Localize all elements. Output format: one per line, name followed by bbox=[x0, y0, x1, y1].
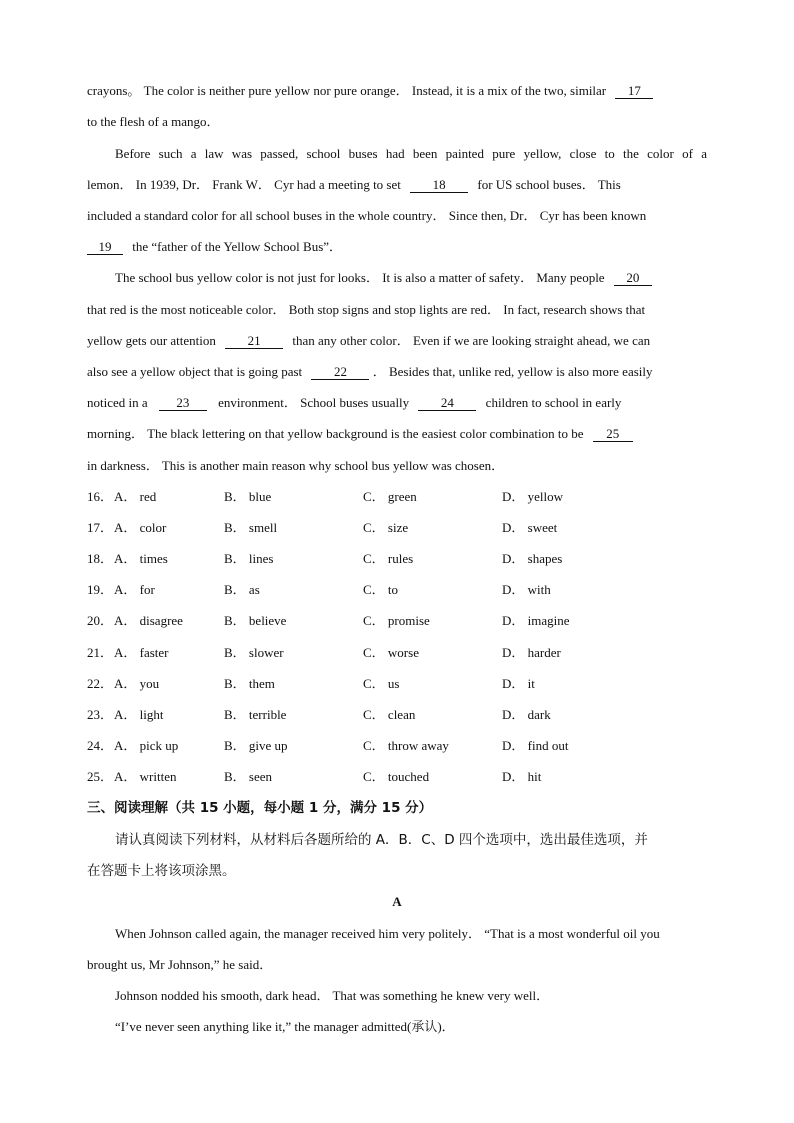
question-number: 17． bbox=[87, 520, 114, 536]
question-number: 23． bbox=[87, 706, 114, 722]
passage-line-3: Before such a law was passed, school buses had been painted pure yellow, close to the color of a bbox=[115, 146, 707, 161]
option-d: D． yellow bbox=[502, 489, 564, 504]
question-number: 21． bbox=[87, 644, 114, 660]
option-a: A． disagree bbox=[114, 613, 183, 629]
option-b: B． them bbox=[224, 675, 275, 691]
question-number: 18． bbox=[87, 551, 114, 567]
option-c: C． clean bbox=[363, 706, 416, 722]
option-b: B． lines bbox=[224, 551, 274, 567]
option-a: A． times bbox=[114, 551, 168, 567]
question-number: 25． bbox=[87, 768, 114, 784]
option-a: A． red bbox=[114, 489, 157, 504]
option-a: A． written bbox=[114, 768, 177, 784]
passage-line-11 bbox=[87, 394, 707, 412]
option-b: B． believe bbox=[224, 613, 287, 629]
blank-18: 18 bbox=[410, 177, 468, 193]
passage-text: The school bus yellow color is not just for looks． It is also a matter of safety． Many people bbox=[115, 270, 605, 285]
option-d: D． harder bbox=[502, 644, 561, 660]
section-title: 三、阅读理解（共 15 小题，每小题 1 分，满分 15 分） bbox=[87, 800, 433, 816]
passage-line-6 bbox=[87, 238, 707, 256]
reading-line-4: “I’ve never seen anything like it,” the manager admitted(承认)． bbox=[115, 1019, 455, 1034]
option-d: D． find out bbox=[502, 737, 569, 753]
option-a: A． light bbox=[114, 706, 164, 722]
passage-text: for US school buses． This bbox=[477, 177, 621, 192]
option-b: B． as bbox=[224, 582, 260, 598]
option-c: C． to bbox=[363, 582, 399, 598]
passage-text: also see a yellow object that is going past bbox=[87, 364, 303, 379]
option-d: D． sweet bbox=[502, 520, 558, 536]
blank-23: 23 bbox=[159, 395, 207, 411]
passage-text: crayons。 The color is neither pure yellow nor pure orange． Instead, it is a mix of the two, similar bbox=[87, 83, 607, 98]
reading-line-1: When Johnson called again, the manager received him very politely． “That is a most wonderful oil you bbox=[115, 926, 660, 941]
option-b: B． give up bbox=[224, 737, 288, 753]
question-number: 16． bbox=[87, 489, 114, 504]
option-d: D． with bbox=[502, 582, 551, 598]
instruction-line-1: 请认真阅读下列材料，从材料后各题所给的 A．B．C、D 四个选项中，选出最佳选项，并 bbox=[115, 832, 648, 848]
passage-line-8: that red is the most noticeable color． Both stop signs and stop lights are red． In fact, research shows that bbox=[87, 302, 646, 317]
instruction-line-2: 在答题卡上将该项涂黑。 bbox=[87, 863, 236, 879]
question-number: 24． bbox=[87, 737, 114, 753]
reading-line-2: brought us, Mr Johnson,” he said． bbox=[87, 957, 273, 972]
passage-text: children to school in early bbox=[485, 395, 622, 410]
option-b: B． smell bbox=[224, 520, 278, 536]
option-b: B． seen bbox=[224, 768, 273, 784]
blank-17: 17 bbox=[615, 83, 653, 99]
question-number: 19． bbox=[87, 582, 114, 598]
option-a: A． pick up bbox=[114, 737, 179, 753]
option-d: D． it bbox=[502, 675, 535, 691]
passage-line-5: included a standard color for all school buses in the whole country． Since then, Dr． Cyr has been known bbox=[87, 208, 647, 223]
passage-line-4 bbox=[87, 176, 707, 194]
blank-24: 24 bbox=[418, 395, 476, 411]
option-c: C． worse bbox=[363, 644, 419, 660]
option-c: C． size bbox=[363, 520, 409, 536]
option-c: C． touched bbox=[363, 768, 430, 784]
blank-25: 25 bbox=[593, 426, 633, 442]
passage-text: the “father of the Yellow School Bus”． bbox=[132, 239, 343, 254]
passage-text: ． Besides that, unlike red, yellow is also more easily bbox=[372, 364, 653, 379]
passage-text: than any other color． Even if we are looking straight ahead, we can bbox=[292, 333, 651, 348]
passage-line-12 bbox=[87, 425, 707, 443]
passage-line-2: to the flesh of a mango． bbox=[87, 114, 220, 129]
passage-label: A bbox=[392, 894, 402, 909]
passage-text: noticed in a bbox=[87, 395, 148, 410]
blank-21: 21 bbox=[225, 333, 283, 349]
passage-line-1 bbox=[87, 82, 707, 100]
question-number: 20． bbox=[87, 613, 114, 629]
passage-line-10 bbox=[87, 363, 707, 381]
passage-line-7 bbox=[115, 269, 707, 287]
option-d: D． imagine bbox=[502, 613, 570, 629]
passage-text: environment． School buses usually bbox=[218, 395, 410, 410]
question-number: 22． bbox=[87, 675, 114, 691]
option-b: B． terrible bbox=[224, 706, 287, 722]
option-a: A． color bbox=[114, 520, 167, 536]
passage-text: yellow gets our attention bbox=[87, 333, 216, 348]
option-d: D． dark bbox=[502, 706, 551, 722]
option-c: C． us bbox=[363, 675, 400, 691]
option-b: B． blue bbox=[224, 489, 272, 504]
option-a: A． for bbox=[114, 582, 155, 598]
option-d: D． hit bbox=[502, 768, 542, 784]
option-c: C． throw away bbox=[363, 737, 449, 753]
option-b: B． slower bbox=[224, 644, 284, 660]
blank-19: 19 bbox=[87, 239, 123, 255]
option-c: C． rules bbox=[363, 551, 414, 567]
passage-line-9 bbox=[87, 332, 707, 350]
passage-text: lemon． In 1939, Dr． Frank W． Cyr had a meeting to set bbox=[87, 177, 401, 192]
blank-22: 22 bbox=[311, 364, 369, 380]
option-c: C． promise bbox=[363, 613, 430, 629]
option-a: A． faster bbox=[114, 644, 169, 660]
passage-text: morning． The black lettering on that yellow background is the easiest color combination to be bbox=[87, 426, 584, 441]
option-d: D． shapes bbox=[502, 551, 563, 567]
option-c: C． green bbox=[363, 489, 417, 504]
option-a: A． you bbox=[114, 675, 160, 691]
blank-20: 20 bbox=[614, 270, 652, 286]
reading-line-3: Johnson nodded his smooth, dark head． That was something he knew very well． bbox=[115, 988, 550, 1003]
passage-line-13: in darkness． This is another main reason why school bus yellow was chosen． bbox=[87, 458, 505, 473]
